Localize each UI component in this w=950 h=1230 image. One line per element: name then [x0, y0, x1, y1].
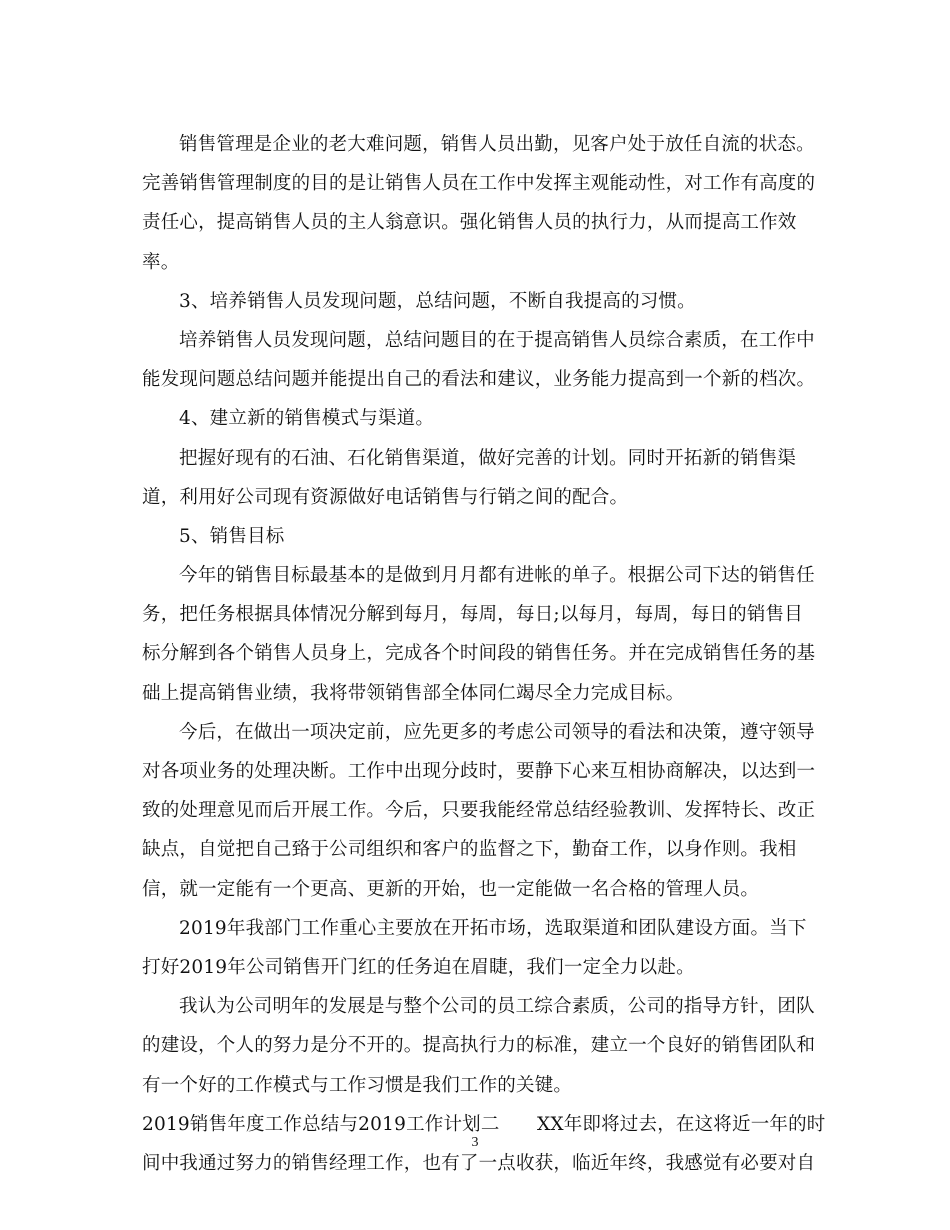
text-line: 务，把任务根据具体情况分解到每月，每周，每日;以每月，每周，每日的销售目	[142, 604, 803, 626]
text-line: 打好2019年公司销售开门红的任务迫在眉睫，我们一定全力以赴。	[142, 956, 695, 978]
text-line: 销售管理是企业的老大难问题，销售人员出勤，见客户处于放任自流的状态。	[179, 134, 815, 155]
text-line: 培养销售人员发现问题，总结问题目的在于提高销售人员综合素质，在工作中	[179, 329, 815, 351]
page-number: 3	[471, 1135, 479, 1150]
body-text	[142, 125, 826, 1183]
text-line: 3、培养销售人员发现问题，总结问题，不断自我提高的习惯。	[179, 290, 696, 312]
text-line: 础上提高销售业绩，我将带领销售部全体同仁竭尽全力完成目标。	[142, 682, 685, 704]
text-line: 责任心，提高销售人员的主人翁意识。强化销售人员的执行力，从而提高工作效	[142, 212, 797, 234]
text-line: 信，就一定能有一个更高、更新的开始，也一定能做一名合格的管理人员。	[142, 878, 760, 900]
text-line: 4、建立新的销售模式与渠道。	[179, 408, 435, 430]
text-line: 间中我通过努力的销售经理工作，也有了一点收获，临近年终，我感觉有必要对自	[142, 1152, 816, 1174]
text-line: 2019销售年度工作总结与2019工作计划二 XX年即将过去，在这将近一年的时	[142, 1113, 826, 1135]
text-line: 致的处理意见而后开展工作。今后，只要我能经常总结经验教训、发挥特长、改正	[142, 800, 816, 822]
text-line: 2019年我部门工作重心主要放在开拓市场，选取渠道和团队建设方面。当下	[179, 917, 807, 939]
text-line: 完善销售管理制度的目的是让销售人员在工作中发挥主观能动性，对工作有高度的	[142, 173, 816, 195]
text-line: 5、销售目标	[179, 525, 285, 547]
text-line: 有一个好的工作模式与工作习惯是我们工作的关键。	[142, 1074, 573, 1096]
text-line: 把握好现有的石油、石化销售渠道，做好完善的计划。同时开拓新的销售渠	[179, 447, 797, 469]
text-line: 对各项业务的处理决断。工作中出现分歧时，要静下心来互相协商解决，以达到一	[142, 761, 816, 782]
text-line: 我认为公司明年的发展是与整个公司的员工综合素质，公司的指导方针，团队	[179, 996, 815, 1018]
text-line: 缺点，自觉把自己臵于公司组织和客户的监督之下，勤奋工作，以身作则。我相	[142, 839, 797, 861]
text-line: 今后，在做出一项决定前，应先更多的考虑公司领导的看法和决策，遵守领导	[179, 721, 815, 743]
text-line: 道，利用好公司现有资源做好电话销售与行销之间的配合。	[142, 486, 629, 508]
text-line: 标分解到各个销售人员身上，完成各个时间段的销售任务。并在完成销售任务的基	[142, 643, 816, 665]
text-line: 的建设，个人的努力是分不开的。提高执行力的标准，建立一个良好的销售团队和	[142, 1035, 816, 1057]
text-line: 能发现问题总结问题并能提出自己的看法和建议，业务能力提高到一个新的档次。	[142, 369, 816, 391]
text-line: 率。	[142, 251, 180, 273]
text-line: 今年的销售目标最基本的是做到月月都有进帐的单子。根据公司下达的销售任	[179, 565, 815, 587]
